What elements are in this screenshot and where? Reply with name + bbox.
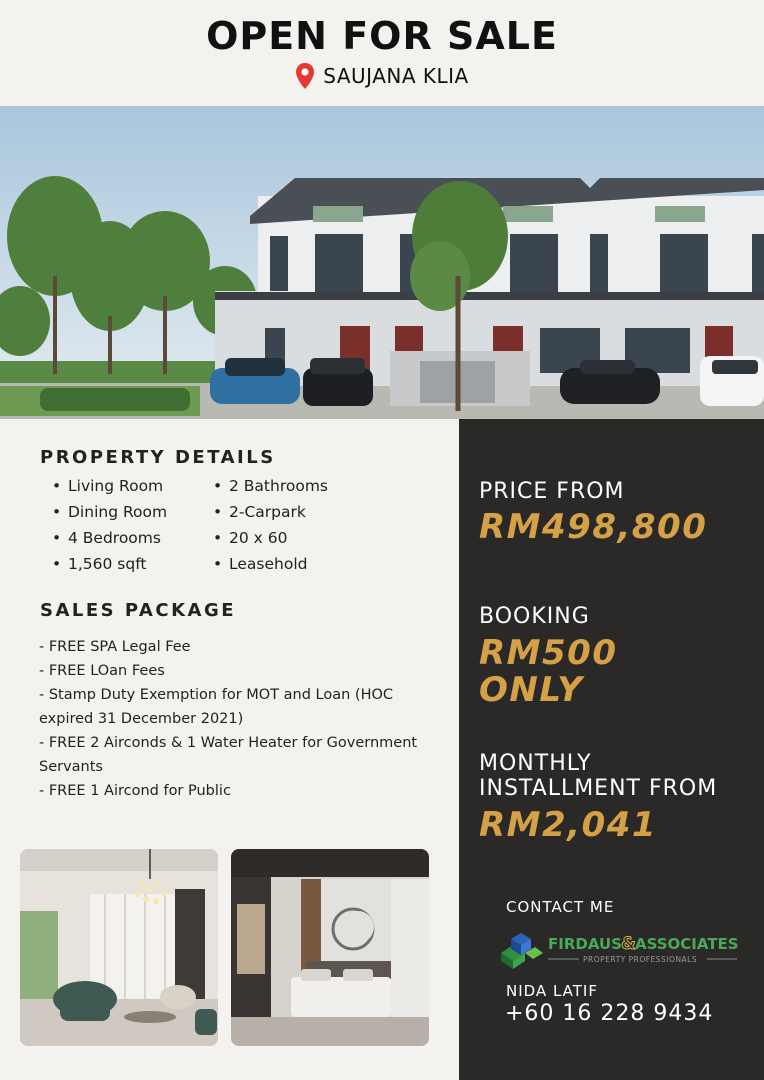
list-item: - FREE 1 Aircond for Public xyxy=(39,783,231,799)
list-item: - FREE SPA Legal Fee xyxy=(39,639,191,655)
location-text: SAUJANA KLIA xyxy=(323,64,469,88)
phone-number[interactable]: +60 16 228 9434 xyxy=(505,1001,714,1026)
living-room-photo xyxy=(20,849,218,1046)
list-item: • 2 Bathrooms xyxy=(213,473,328,499)
svg-text:FIRDAUS: FIRDAUS xyxy=(548,935,622,953)
map-pin-icon xyxy=(295,62,315,90)
list-item: • Living Room xyxy=(52,473,167,499)
booking-label: BOOKING xyxy=(479,604,590,629)
svg-text:PROPERTY PROFESSIONALS: PROPERTY PROFESSIONALS xyxy=(583,955,698,964)
property-details-heading: PROPERTY DETAILS xyxy=(40,447,276,468)
monthly-label: MONTHLY xyxy=(479,751,592,776)
svg-text:&: & xyxy=(621,934,636,954)
list-item: • 2-Carpark xyxy=(213,499,328,525)
agent-name: NIDA LATIF xyxy=(506,982,598,1000)
list-item: - Stamp Duty Exemption for MOT and Loan (HOC expired 31 December 2021) xyxy=(39,687,394,727)
sales-package-heading: SALES PACKAGE xyxy=(40,600,237,621)
booking-value: RM500 xyxy=(479,633,618,673)
list-item: - FREE LOan Fees xyxy=(39,663,165,679)
bedroom-photo xyxy=(231,849,429,1046)
svg-text:ASSOCIATES: ASSOCIATES xyxy=(635,935,739,953)
company-logo xyxy=(497,925,742,971)
booking-value-only: ONLY xyxy=(479,670,584,710)
list-item: • 4 Bedrooms xyxy=(52,525,167,551)
property-details-list-2 xyxy=(213,473,328,577)
page-title: OPEN FOR SALE xyxy=(206,14,558,58)
location xyxy=(0,62,764,90)
price-label: PRICE FROM xyxy=(479,479,625,504)
property-details-list-1 xyxy=(52,473,167,577)
header xyxy=(0,0,764,106)
list-item: • 20 x 60 xyxy=(213,525,328,551)
monthly-value: RM2,041 xyxy=(479,805,658,845)
list-item: • 1,560 sqft xyxy=(52,551,167,577)
cube-logo-icon xyxy=(501,933,543,969)
list-item: • Dining Room xyxy=(52,499,167,525)
contact-label: CONTACT ME xyxy=(506,898,615,916)
sales-package-list xyxy=(39,635,449,803)
price-value: RM498,800 xyxy=(479,507,708,547)
list-item: • Leasehold xyxy=(213,551,328,577)
hero-house-image xyxy=(0,106,764,419)
list-item: - FREE 2 Airconds & 1 Water Heater for Government Servants xyxy=(39,735,418,775)
monthly-label-2: INSTALLMENT FROM xyxy=(479,776,718,801)
